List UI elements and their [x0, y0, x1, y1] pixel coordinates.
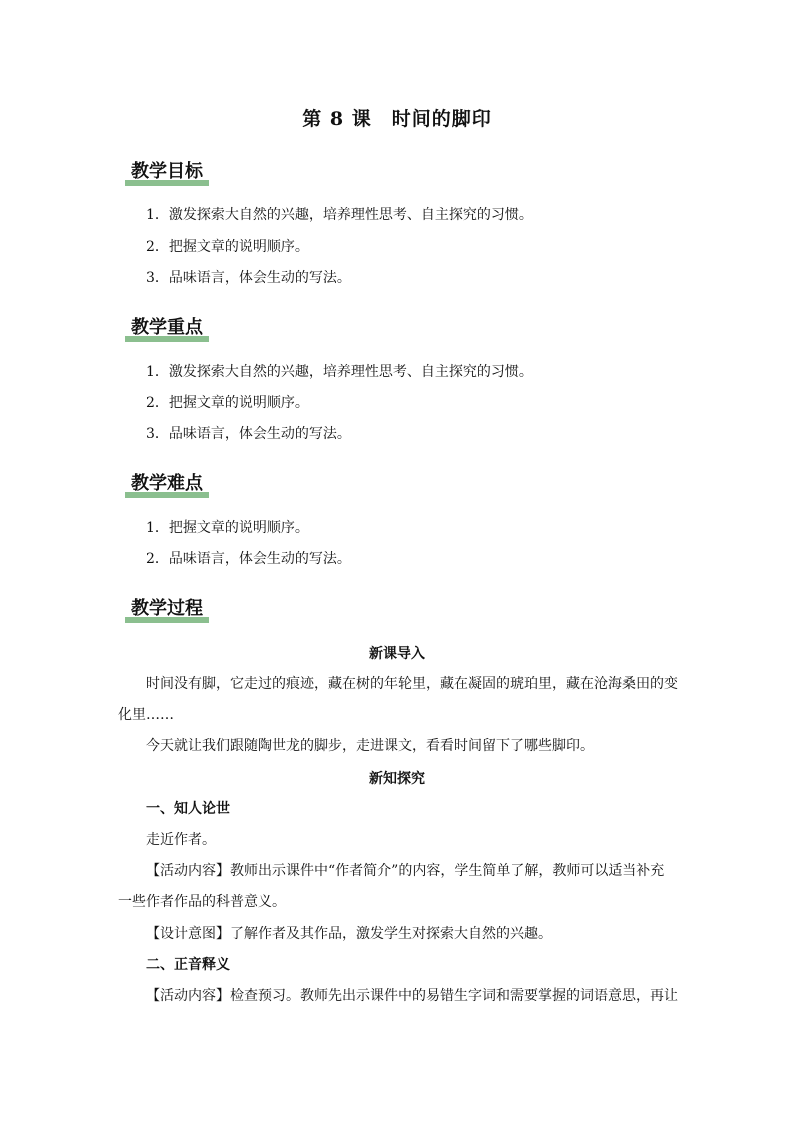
- goal-item: 1．激发探索大自然的兴趣，培养理性思考、自主探究的习惯。: [146, 207, 533, 223]
- section-heading-key-points: [125, 316, 209, 341]
- difficulty-item: 2．品味语言，体会生动的写法。: [146, 551, 351, 567]
- key-point-item: 1．激发探索大自然的兴趣，培养理性思考、自主探究的习惯。: [146, 364, 533, 380]
- subsection-title-intro: 新课导入: [369, 646, 425, 662]
- section-heading-text: 教学难点: [131, 473, 203, 494]
- page-title: 第 8 课 时间的脚印: [302, 108, 492, 130]
- paragraph-line: 走近作者。: [146, 832, 216, 848]
- paragraph-line: 今天就让我们跟随陶世龙的脚步，走进课文，看看时间留下了哪些脚印。: [146, 738, 594, 754]
- goal-item: 3．品味语言，体会生动的写法。: [146, 270, 351, 286]
- paragraph-line: 化里……: [118, 707, 174, 723]
- section-heading-goals: [125, 160, 209, 185]
- key-point-item: 3．品味语言，体会生动的写法。: [146, 426, 351, 442]
- section-heading-difficulties: [125, 472, 209, 497]
- section-heading-text: 教学重点: [131, 317, 203, 338]
- section-heading-text: 教学目标: [131, 161, 203, 182]
- paragraph-line: 【活动内容】检查预习。教师先出示课件中的易错生字词和需要掌握的词语意思，再让: [146, 988, 678, 1004]
- section-heading-text: 教学过程: [131, 598, 203, 619]
- subsection-title-explore: 新知探究: [369, 771, 425, 787]
- paragraph-line: 一些作者作品的科普意义。: [118, 894, 286, 910]
- difficulty-item: 1．把握文章的说明顺序。: [146, 520, 309, 536]
- goal-item: 2．把握文章的说明顺序。: [146, 239, 309, 255]
- paragraph-line: 【设计意图】了解作者及其作品，激发学生对探索大自然的兴趣。: [146, 926, 552, 942]
- key-point-item: 2．把握文章的说明顺序。: [146, 395, 309, 411]
- paragraph-line: 时间没有脚，它走过的痕迹，藏在树的年轮里，藏在凝固的琥珀里，藏在沧海桑田的变: [146, 676, 678, 692]
- part-heading: 一、知人论世: [146, 801, 230, 817]
- section-heading-process: [125, 597, 209, 622]
- part-heading: 二、正音释义: [146, 957, 230, 973]
- paragraph-line: 【活动内容】教师出示课件中“作者简介”的内容，学生简单了解，教师可以适当补充: [146, 863, 665, 879]
